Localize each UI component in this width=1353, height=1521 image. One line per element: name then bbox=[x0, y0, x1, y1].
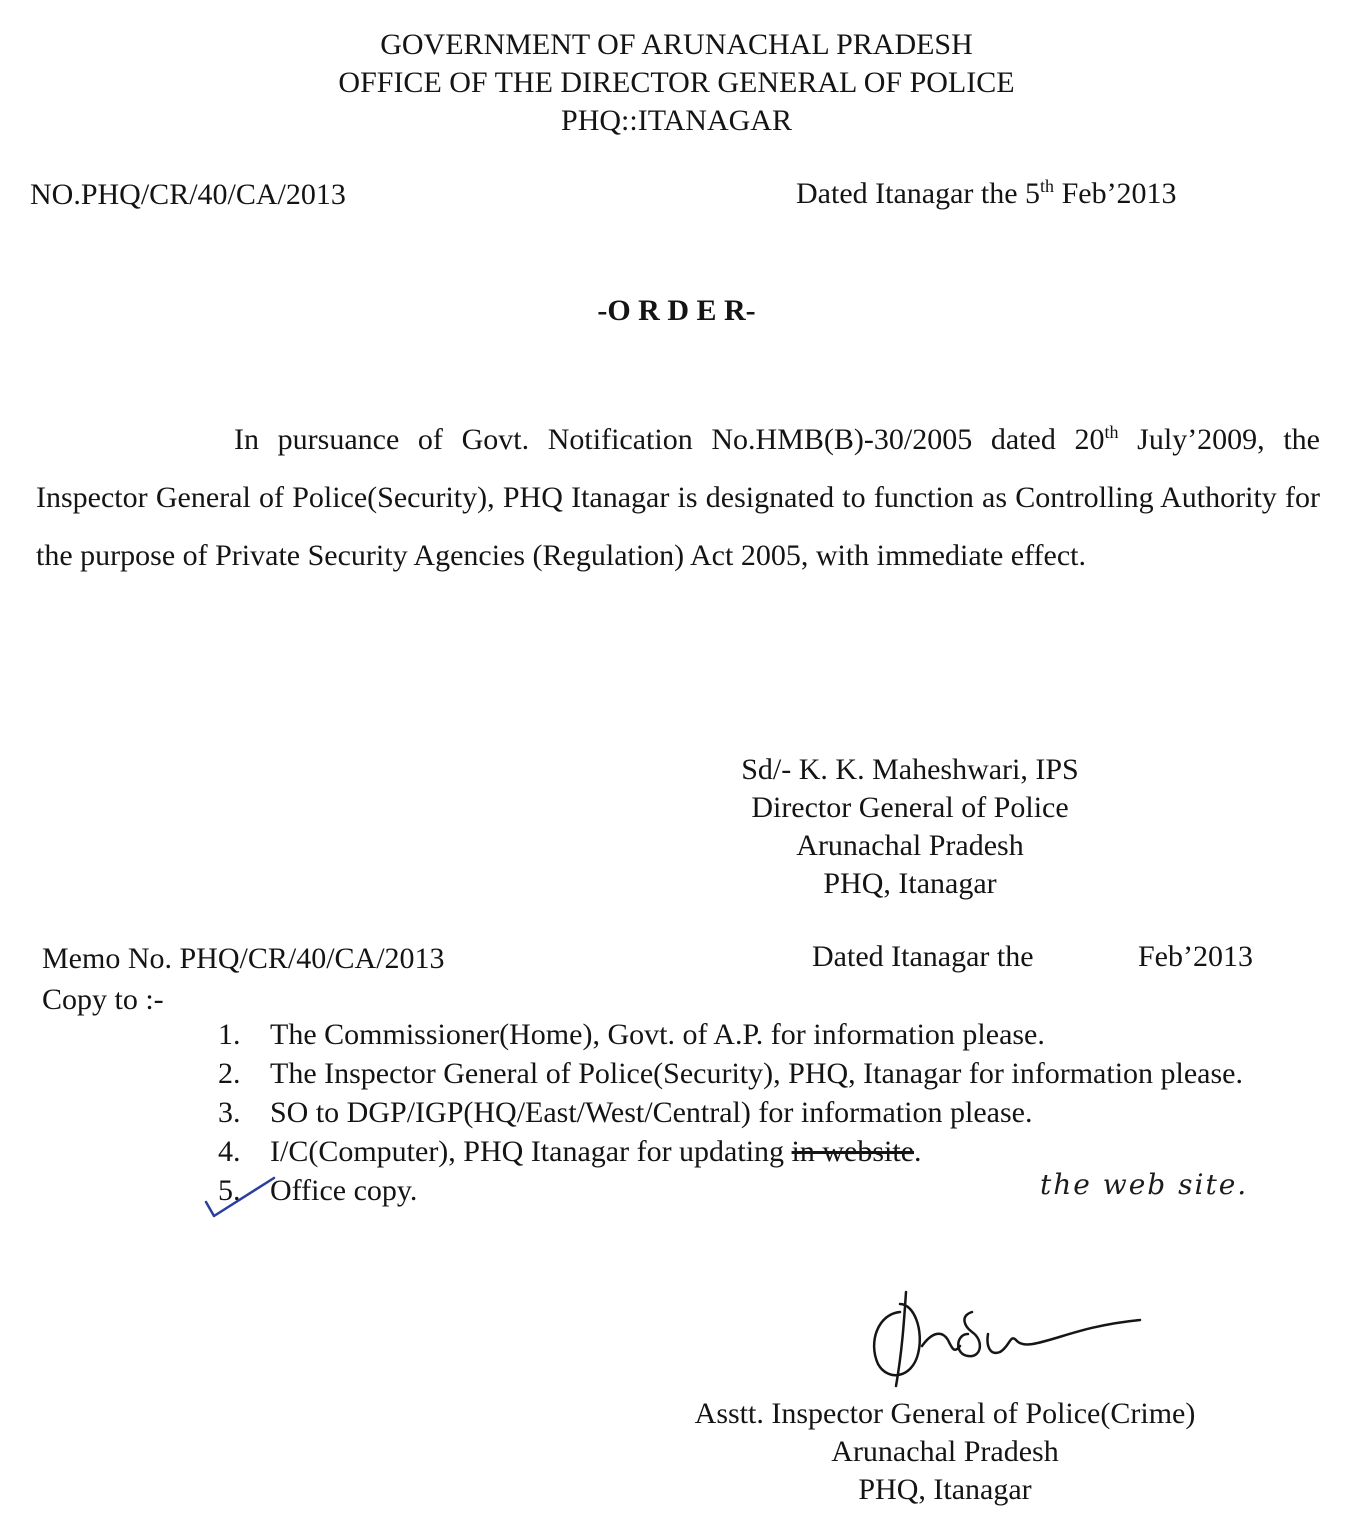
checkmark-icon bbox=[200, 1172, 280, 1222]
order-title: -O R D E R- bbox=[597, 294, 756, 327]
copy-to-label: Copy to :- bbox=[42, 983, 164, 1016]
list-item: 1. The Commissioner(Home), Govt. of A.P. for information please. bbox=[218, 1018, 1045, 1051]
order-number: NO.PHQ/CR/40/CA/2013 bbox=[30, 178, 346, 211]
list-item: 2. The Inspector General of Police(Security), PHQ, Itanagar for information please. bbox=[218, 1057, 1243, 1090]
signature-line: Arunachal Pradesh bbox=[831, 1435, 1059, 1468]
order-body: In pursuance of Govt. Notification No.HMB(B)-30/2005 dated 20th July’2009, the Inspector General of Police(Security), PHQ Itanagar is designated to function as Controlling Authority for the purpose of Private Security Agencies (Regulation) Act 2005, with immediate effect. bbox=[36, 422, 1320, 572]
memo-number: Memo No. PHQ/CR/40/CA/2013 bbox=[42, 942, 445, 975]
memo-date-label: Dated Itanagar the bbox=[812, 940, 1034, 973]
order-date: Dated Itanagar the 5th Feb’2013 bbox=[796, 176, 1177, 210]
memo-date-value: Feb’2013 bbox=[1138, 940, 1253, 973]
header-line-1: GOVERNMENT OF ARUNACHAL PRADESH bbox=[380, 28, 973, 61]
handwritten-signature bbox=[860, 1282, 1150, 1392]
signature-line: PHQ, Itanagar bbox=[858, 1473, 1032, 1506]
signature-block-aigp bbox=[640, 1395, 1250, 1509]
list-item: 5. Office copy. bbox=[218, 1174, 418, 1207]
signature-line: Sd/- K. K. Maheshwari, IPS bbox=[741, 753, 1079, 786]
header-line-3: PHQ::ITANAGAR bbox=[561, 104, 792, 137]
signature-line: Asstt. Inspector General of Police(Crime) bbox=[694, 1397, 1196, 1430]
struck-text: in website bbox=[791, 1135, 915, 1168]
signature-line: PHQ, Itanagar bbox=[823, 867, 997, 900]
list-item: 3. SO to DGP/IGP(HQ/East/West/Central) for information please. bbox=[218, 1096, 1033, 1129]
signature-line: Arunachal Pradesh bbox=[796, 829, 1024, 862]
list-item: 4. I/C(Computer), PHQ Itanagar for updating in website. bbox=[218, 1135, 922, 1168]
signature-line: Director General of Police bbox=[751, 791, 1069, 824]
signature-block-dgp bbox=[700, 751, 1120, 903]
header-line-2: OFFICE OF THE DIRECTOR GENERAL OF POLICE bbox=[338, 66, 1015, 99]
handwritten-note: the web site. bbox=[1040, 1168, 1249, 1201]
